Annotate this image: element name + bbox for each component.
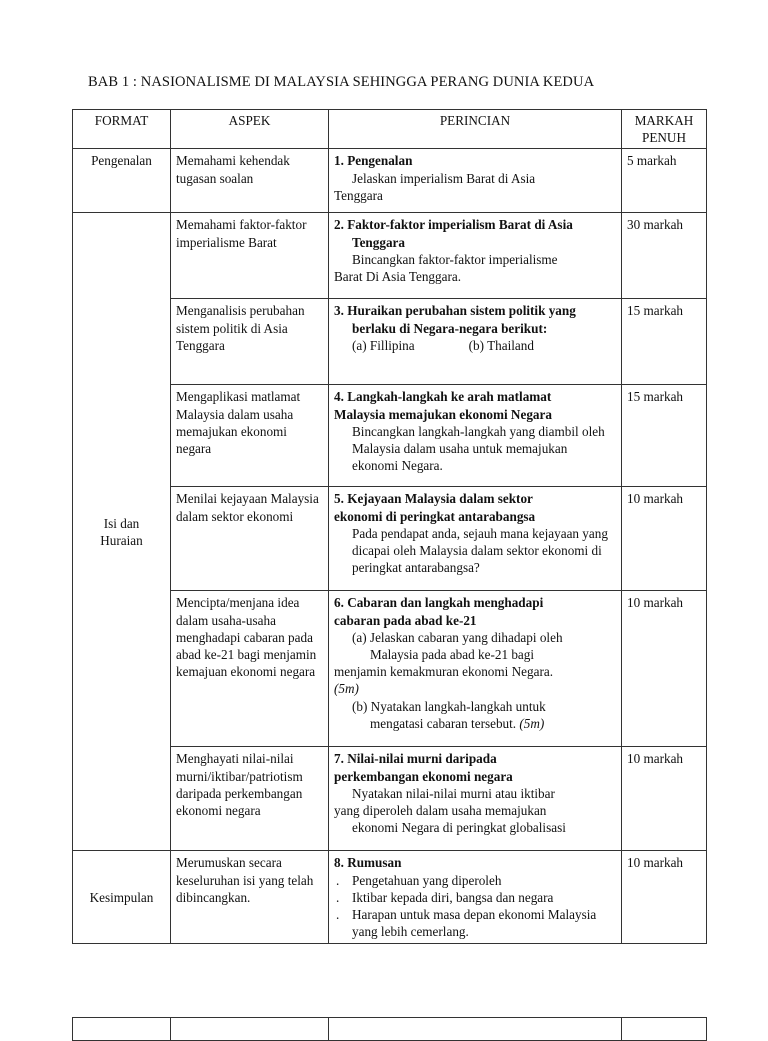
- option-b: (b) Thailand: [468, 337, 534, 353]
- markah-cell: 5 markah: [622, 149, 707, 213]
- perincian-cell: [329, 385, 622, 487]
- aspek-cell: Mencipta/menjana idea dalam usaha-usaha menghadapi cabaran pada abad ke-21 bagi menjamin kemajuan ekonomi negara: [171, 591, 329, 747]
- bullet-text: Harapan untuk masa depan ekonomi Malaysia yang lebih cemerlang.: [352, 907, 597, 940]
- item-heading: 3. Huraikan perubahan sistem politik yang: [334, 303, 576, 319]
- bullet-text: Pengetahuan yang diperoleh: [352, 872, 502, 888]
- perincian-cell: [329, 213, 622, 299]
- aspek-cell: Memahami kehendak tugasan soalan: [171, 149, 329, 213]
- bullet-text: Iktibar kepada diri, bangsa dan negara: [352, 889, 554, 905]
- item-heading: perkembangan ekonomi negara: [334, 768, 513, 784]
- item-text: menjamin kemakmuran ekonomi Negara.: [334, 664, 553, 680]
- item-heading: 2. Faktor-faktor imperialism Barat di Asia: [334, 217, 573, 233]
- document-title: BAB 1 : NASIONALISME DI MALAYSIA SEHINGGA PERANG DUNIA KEDUA: [88, 74, 595, 90]
- aspek-cell: Menganalisis perubahan sistem politik di Asia Tenggara: [171, 299, 329, 385]
- table-row: [73, 851, 707, 944]
- markah-cell: 30 markah: [622, 213, 707, 299]
- perincian-cell: [329, 747, 622, 851]
- aspek-cell: Merumuskan secara keseluruhan isi yang telah dibincangkan.: [171, 851, 329, 944]
- item-text: Tenggara: [334, 187, 383, 203]
- markah-cell: 10 markah: [622, 591, 707, 747]
- item-mark: (5m): [519, 715, 545, 731]
- aspek-cell: Memahami faktor-faktor imperialisme Barat: [171, 213, 329, 299]
- markah-cell: 15 markah: [622, 385, 707, 487]
- table-header-row: [73, 110, 707, 149]
- item-text: ekonomi Negara di peringkat globalisasi: [352, 820, 566, 836]
- table-row: [73, 213, 707, 299]
- next-table-top-edge: [72, 1017, 707, 1041]
- item-heading: Tenggara: [352, 234, 405, 250]
- item-text: Nyatakan nilai-nilai murni atau iktibar: [352, 785, 555, 801]
- item-text: Pada pendapat anda, sejauh mana kejayaan yang dicapai oleh Malaysia dalam sektor ekonomi di peringkat antarabangsa?: [352, 525, 608, 576]
- bullet-item: [334, 872, 616, 889]
- item-mark: (5m): [334, 681, 359, 697]
- item-text: Bincangkan faktor-faktor imperialisme: [352, 251, 558, 267]
- aspek-cell: Mengaplikasi matlamat Malaysia dalam usaha memajukan ekonomi negara: [171, 385, 329, 487]
- item-heading: 4. Langkah-langkah ke arah matlamat: [334, 389, 552, 405]
- perincian-cell: [329, 591, 622, 747]
- item-text: (b) Nyatakan langkah-langkah untuk: [352, 698, 546, 714]
- item-heading: cabaran pada abad ke-21: [334, 612, 477, 628]
- item-heading: Malaysia memajukan ekonomi Negara: [334, 406, 552, 422]
- empty-cell: [171, 1018, 329, 1041]
- item-heading: 1. Pengenalan: [334, 153, 413, 169]
- empty-cell: [622, 1018, 707, 1041]
- perincian-cell: [329, 149, 622, 213]
- bullet-marker: .: [336, 872, 340, 888]
- empty-cell: [329, 1018, 622, 1041]
- format-cell: Pengenalan: [73, 149, 171, 213]
- perincian-cell: [329, 299, 622, 385]
- markah-cell: 15 markah: [622, 299, 707, 385]
- item-heading: 5. Kejayaan Malaysia dalam sektor: [334, 491, 533, 507]
- item-text: Barat Di Asia Tenggara.: [334, 269, 462, 285]
- item-text: Malaysia pada abad ke-21 bagi: [370, 647, 535, 663]
- perincian-cell: [329, 851, 622, 944]
- item-heading: ekonomi di peringkat antarabangsa: [334, 508, 536, 524]
- bullet-item: [334, 889, 616, 906]
- bullet-marker: .: [336, 889, 340, 905]
- empty-cell: [73, 1018, 171, 1041]
- table-row: [73, 149, 707, 213]
- item-heading: 7. Nilai-nilai murni daripada: [334, 751, 497, 767]
- header-aspek: ASPEK: [171, 110, 329, 149]
- item-text: yang diperoleh dalam usaha memajukan: [334, 803, 547, 819]
- item-heading: 8. Rumusan: [334, 855, 402, 871]
- table-row: [73, 1018, 707, 1041]
- bullet-marker: .: [336, 907, 340, 923]
- option-a: (a) Fillipina: [352, 337, 415, 353]
- markah-cell: 10 markah: [622, 851, 707, 944]
- markah-cell: 10 markah: [622, 487, 707, 591]
- item-text-b2: mengatasi cabaran tersebut.: [370, 715, 517, 731]
- marking-table: [72, 109, 707, 944]
- format-cell-isi: Isi dan Huraian: [73, 213, 171, 851]
- item-heading: 6. Cabaran dan langkah menghadapi: [334, 595, 544, 611]
- item-heading: berlaku di Negara-negara berikut:: [352, 320, 548, 336]
- bullet-item: [334, 906, 616, 940]
- header-format: FORMAT: [73, 110, 171, 149]
- format-cell: Kesimpulan: [73, 851, 171, 944]
- options-line: [334, 337, 616, 354]
- header-markah: MARKAH PENUH: [622, 110, 707, 149]
- aspek-cell: Menilai kejayaan Malaysia dalam sektor ekonomi: [171, 487, 329, 591]
- item-text: [334, 715, 616, 732]
- header-perincian: PERINCIAN: [329, 110, 622, 149]
- item-text: Bincangkan langkah-langkah yang diambil oleh Malaysia dalam usaha untuk memajukan ekonomi Negara.: [352, 423, 605, 474]
- item-text: Jelaskan imperialism Barat di Asia: [352, 170, 536, 186]
- item-text: (a) Jelaskan cabaran yang dihadapi oleh: [352, 629, 563, 645]
- perincian-cell: [329, 487, 622, 591]
- aspek-cell: Menghayati nilai-nilai murni/iktibar/patriotism daripada perkembangan ekonomi negara: [171, 747, 329, 851]
- markah-cell: 10 markah: [622, 747, 707, 851]
